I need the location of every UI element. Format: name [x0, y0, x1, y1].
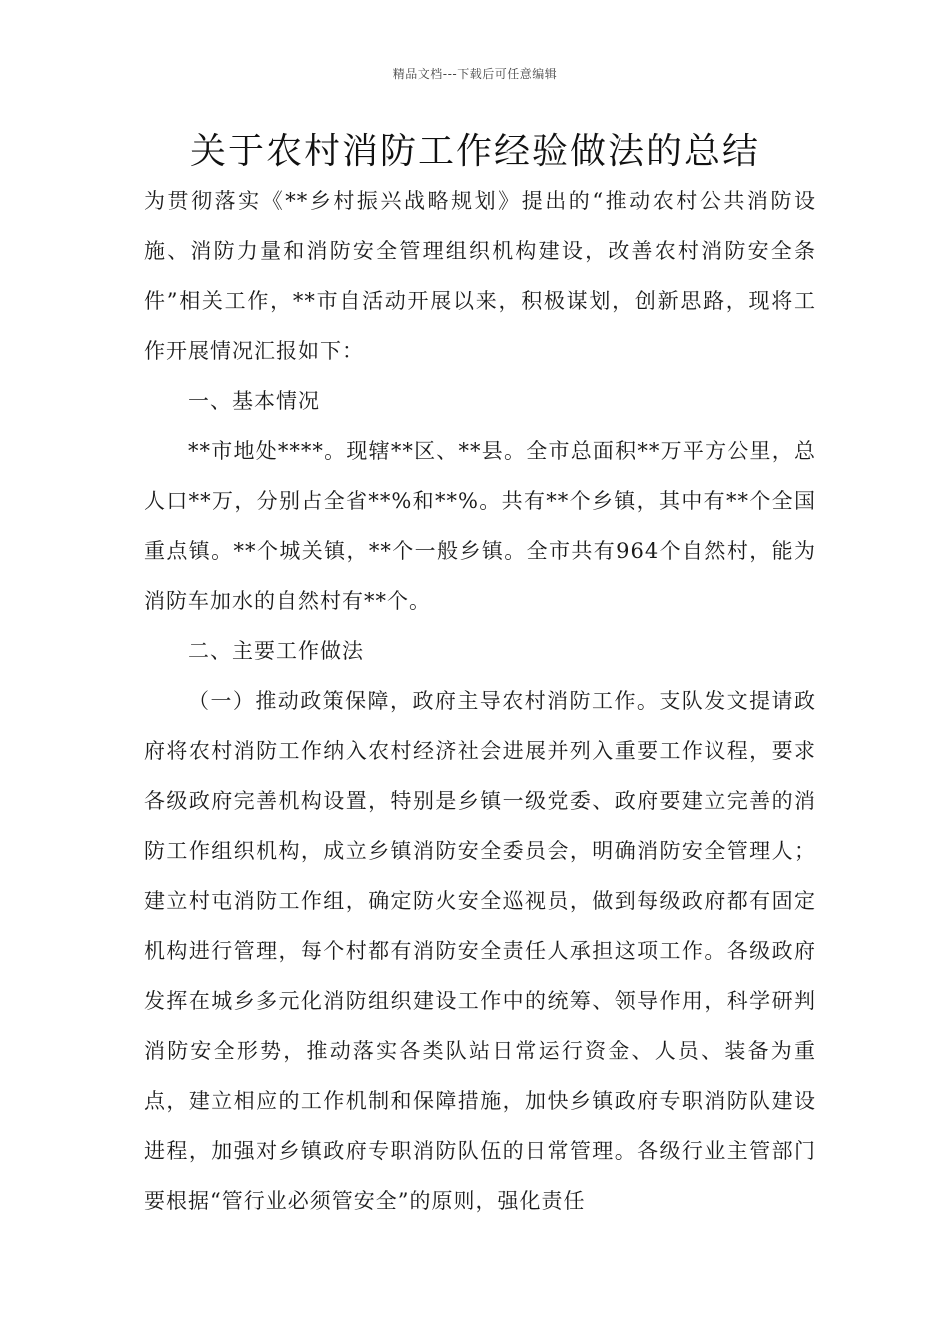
basic-info-paragraph: **市地处****。现辖**区、**县。全市总面积**万平方公里，总人口**万，分别占全省**%和**%。共有**个乡镇，其中有**个全国重点镇。**个城关镇，**个一般乡镇。全市共有964个自然村，能为消防车加水的自然村有**个。	[144, 439, 816, 613]
section-heading-basic: 一、基本情况	[188, 389, 320, 413]
header-note: 精品文档---下载后可任意编辑	[392, 67, 558, 81]
intro-paragraph: 为贯彻落实《**乡村振兴战略规划》提出的“推动农村公共消防设施、消防力量和消防安全管理组织机构建设，改善农村消防安全条件”相关工作，**市自活动开展以来，积极谋划，创新思路，现将工作开展情况汇报如下：	[144, 189, 816, 363]
page-title: 关于农村消防工作经验做法的总结	[189, 131, 760, 172]
document-body	[144, 176, 816, 1226]
methods-paragraph: （一）推动政策保障，政府主导农村消防工作。支队发文提请政府将农村消防工作纳入农村经济社会进展并列入重要工作议程，要求各级政府完善机构设置，特别是乡镇一级党委、政府要建立完善的消防工作组织机构，成立乡镇消防安全委员会，明确消防安全管理人；建立村屯消防工作组，确定防火安全巡视员，做到每级政府都有固定机构进行管理，每个村都有消防安全责任人承担这项工作。各级政府发挥在城乡多元化消防组织建设工作中的统筹、领导作用，科学研判消防安全形势，推动落实各类队站日常运行资金、人员、装备为重点，建立相应的工作机制和保障措施，加快乡镇政府专职消防队建设进程，加强对乡镇政府专职消防队伍的日常管理。各级行业主管部门要根据“管行业必须管安全”的原则，强化责任	[144, 689, 816, 1213]
section-heading-methods: 二、主要工作做法	[188, 639, 364, 663]
